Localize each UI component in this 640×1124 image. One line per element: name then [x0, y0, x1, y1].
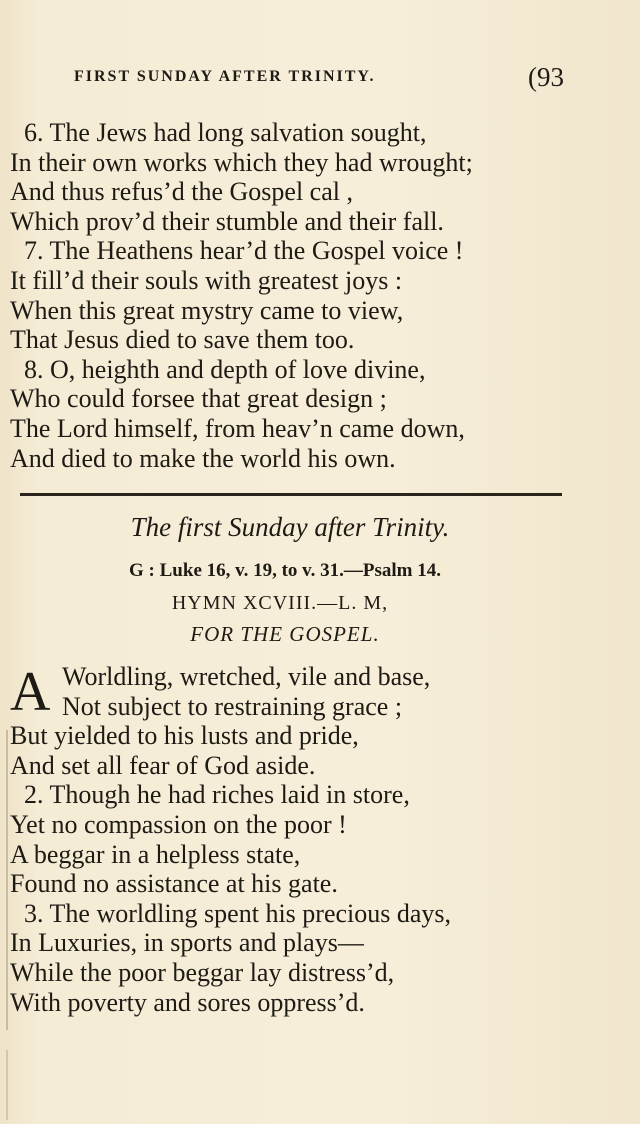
- verse-line: 3. The worldling spent his precious days,: [24, 898, 452, 928]
- page-number: (93: [528, 62, 564, 92]
- verse-line: Found no assistance at his gate.: [10, 869, 338, 899]
- verse-line: And set all fear of God aside.: [10, 750, 316, 780]
- verse-line: Not subject to restraining grace ;: [62, 691, 403, 721]
- drop-cap: A: [10, 661, 51, 723]
- verse-line: 7. The Heathens hear’d the Gospel voice !: [24, 236, 464, 266]
- margin-mark: [6, 730, 8, 1030]
- verse-line: And died to make the world his own.: [10, 443, 396, 473]
- verse-line: Who could forsee that great design ;: [10, 384, 387, 414]
- hymn-number: HYMN XCVIII.—L. M,: [171, 592, 389, 614]
- verse-line: It fill’d their souls with greatest joys :: [10, 265, 403, 295]
- verse-line: Worldling, wretched, vile and base,: [62, 662, 431, 691]
- verse-line: Yet no compassion on the poor !: [10, 809, 347, 839]
- verse-line: With poverty and sores oppress’d.: [10, 987, 365, 1017]
- verse-line: And thus refus’d the Gospel cal ,: [10, 177, 353, 207]
- verse-line: The Lord himself, from heav’n came down,: [10, 413, 465, 443]
- previous-hymn-verses: [10, 118, 590, 473]
- verse-line: 6. The Jews had long salvation sought,: [24, 118, 427, 147]
- verse-line: In their own works which they had wrought;: [10, 147, 473, 177]
- hymn-verses: [10, 662, 590, 1017]
- section-divider: [20, 493, 562, 496]
- running-title: FIRST SUNDAY AFTER TRINITY.: [74, 68, 376, 85]
- verse-line: When this great mystry came to view,: [10, 295, 404, 325]
- margin-mark: [6, 1050, 8, 1120]
- verse-line: That Jesus died to save them too.: [10, 325, 355, 355]
- verse-line: In Luxuries, in sports and plays—: [10, 928, 364, 958]
- verse-line: But yielded to his lusts and pride,: [10, 721, 359, 751]
- scripture-reference: G : Luke 16, v. 19, to v. 31.—Psalm 14.: [129, 560, 441, 581]
- verse-line: Which prov’d their stumble and their fall.: [10, 206, 444, 236]
- verse-line: While the poor beggar lay distress’d,: [10, 957, 395, 987]
- section-title: The first Sunday after Trinity.: [130, 512, 450, 542]
- running-head: [74, 62, 564, 92]
- verse-line: 8. O, heighth and depth of love divine,: [24, 354, 426, 384]
- verse-line: 2. Though he had riches laid in store,: [24, 780, 410, 810]
- verse-line: A beggar in a helpless state,: [10, 839, 301, 869]
- hymn-subtitle: FOR THE GOSPEL.: [190, 622, 380, 646]
